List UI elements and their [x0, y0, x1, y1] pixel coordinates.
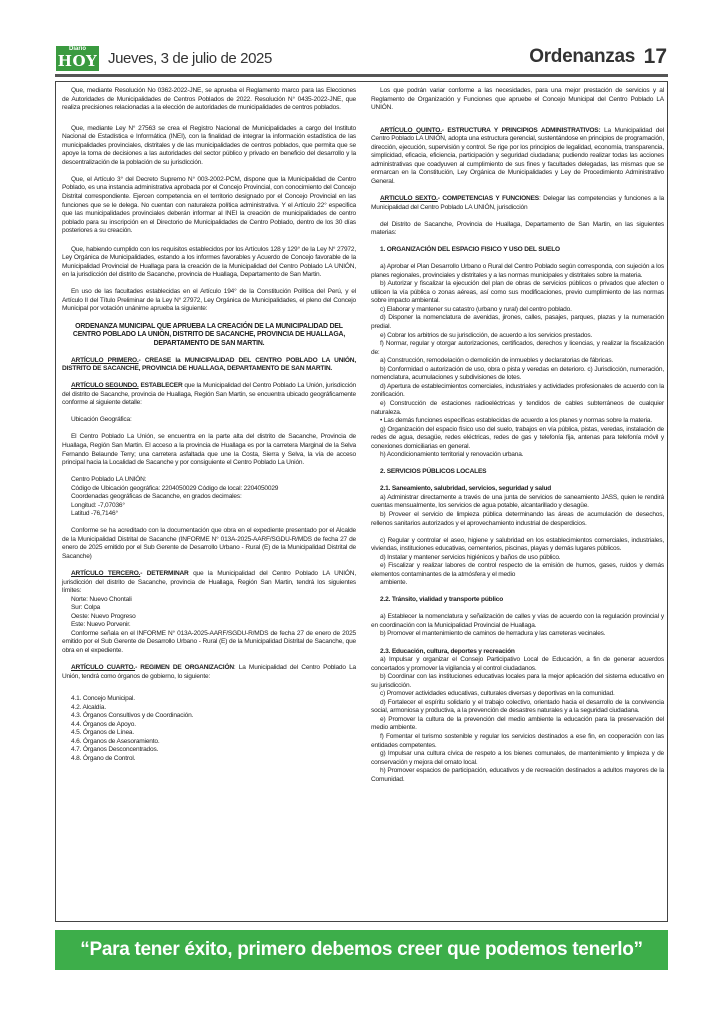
list-item: g) Impulsar una cultura cívica de respeto a los bienes comunales, de mantenimiento y limpieza y de conservación y mejora del ornato local. — [371, 750, 664, 766]
paragraph: Que, mediante Resolución No 0362-2022-JNE, se aprueba el Reglamento marco para las Elecciones de Autoridades de Municipalidades de Centros Poblados de 2022. Resolución N° 0435-2022-JNE, que realiza precisiones relacionadas a la elección de autoridades de municipalidades de centros poblados. — [62, 87, 356, 112]
list-item: • Las demás funciones específicas establecidas de acuerdo a los planes y normas sobre la materia. — [380, 417, 652, 425]
article-text: La Municipalidad del Centro Poblado LA UNIÓN, adopta una estructura gerencial, sustentándose en principios de programación, dirección, ejecución, supervisión y control. Se rige por los principios de legalidad, economía, transparencia, simplicidad, eficacia, eficiencia, participación y seguridad ciudadana; pudiendo realizar todas las acciones administrativas que coadyuven al cumplimiento de sus fines y facultades delegadas, las mismas que se enmarcan en la Constitución, Ley Orgánica de Municipalidades y Ley de Procedimiento Administrativo General. — [371, 126, 664, 185]
geo-line: Latitud -76,7146° — [71, 510, 118, 518]
list-item: h) Acondicionamiento territorial y renovación urbana. — [380, 451, 524, 459]
list-item: b) Autorizar y fiscalizar la ejecución del plan de obras de servicios públicos o privados que afecten o utilicen la vía pública o zonas aéreas, así como sus modificaciones, previo cumplimiento de las normas sobre impacto ambiental. — [371, 280, 664, 305]
ordinance-title: ORDENANZA MUNICIPAL QUE APRUEBA LA CREACIÓN DE LA MUNICIPALIDAD DEL CENTRO POBLADO LA UNIÓN, DISTRITO DE SACANCHE, PROVINCIA DE HUALLAGA, DEPARTAMENTO DE SAN MARTIN. — [72, 322, 346, 347]
organ-item: 4.8. Órgano de Control. — [71, 754, 136, 762]
organ-item: 4.3. Órganos Consultivos y de Coordinación. — [71, 712, 194, 720]
article-1 — [62, 357, 356, 374]
paragraph: Que, mediante Ley N° 27563 se crea el Registro Nacional de Municipalidades a cargo del Instituto Nacional de Estadística e Informática (INEI), con la finalidad de integrar la información estadística de las municipalidades provinciales, distritales y de las municipalidades de centros poblados, que permita que se apoye la toma de decisiones a las autoridades del sector público y privado en beneficio del desarrollo y la descentralización de la población de su jurisdicción. — [62, 124, 356, 166]
geo-line: Coordenadas geográficas de Sacanche, en grados decimales: — [71, 493, 242, 501]
limit-line: Este: Nuevo Porvenir. — [71, 621, 131, 629]
list-item: a) Impulsar y organizar el Consejo Participativo Local de Educación, a fin de generar acuerdos concertados y promover la vigilancia y el control ciudadanos. — [371, 656, 664, 672]
paragraph: Conforme señala en el INFORME N° 013A-2025-AARF/SGDU-R/MDS de fecha 27 de enero de 2025 emitido por el Sub Gerente de Desarrollo Urbano - Rural (E) de la Municipalidad Distrital de Sacanche, que obra en el expediente. — [62, 629, 356, 654]
article-text: que la Municipalidad del Centro Poblado La Unión, jurisdicción del distrito de Sacanche, provincia de Huallaga, Región San Martin, se encuentra ubicado geográficamente conforme al siguiente detalle: — [62, 382, 356, 407]
limit-line: Oeste: Nuevo Progreso — [71, 612, 136, 620]
organ-item: 4.4. Órganos de Apoyo. — [71, 720, 136, 728]
paragraph: En uso de las facultades establecidas en el Artículo 194° de la Constitución Política del Perú, y el Artículo II del Título Preliminar de la Ley N° 27972, Ley Orgánica de Municipalidades, el pleno del Concejo Municipal por votación unánime aprueba la siguiente: — [62, 288, 356, 313]
article-6 — [371, 195, 664, 212]
list-item: a) Administrar directamente a través de una junta de servicios de saneamiento JASS, quien le rendirá cuentas mensualmente, los servicios de agua potable, alcantarillado y desagüe. — [371, 493, 664, 510]
organ-item: 4.1. Concejo Municipal. — [71, 695, 135, 703]
article-label: ARTÍCULO SEGUNDO. — [71, 382, 139, 390]
list-item: a) Construcción, remodelación o demolición de inmuebles y declaratorias de fábricas. — [380, 357, 614, 365]
organ-item: 4.7. Órganos Desconcentrados. — [71, 746, 159, 754]
article-text: : Delegar las competencias y funciones a la Municipalidad del Centro Poblado LA UNIÓN, jurisdicción — [371, 194, 664, 211]
geo-line: Centro Poblado LA UNIÓN: — [71, 476, 147, 484]
article-label: ARTÍCULO QUINTO. — [380, 126, 442, 134]
list-item: e) Construcción de estaciones radioeléctricas y tendidos de cables subterráneos de cualquier naturaleza. — [371, 399, 664, 416]
list-item: b) Coordinar con las instituciones educativas locales para la mejor aplicación del sistema educativo en su jurisdicción. — [371, 673, 664, 689]
paragraph: Que, habiendo cumplido con los requisitos establecidos por los Artículos 128 y 129° de la Ley N° 27972, Ley Orgánica de Municipalidades, estando a los informes favorables y Acuerdo de Concejo favorable de la Municipalidad Provincial de Huallaga para la creación de la Municipalidad del Centro Poblado LA UNIÓN, en la jurisdicción del distrito de Sacanche, provincia de Huallaga, Departamento de San Martin. — [62, 245, 356, 279]
list-item: g) Organización del espacio físico uso del suelo, trabajos en vía pública, pistas, veredas, instalación de redes de agua, desagüe, redes eléctricas, redes de gas y telefonía fija, antenas para telefonía móvil y conexiones domiciliarias en general. — [371, 425, 664, 450]
section-heading: 1. ORGANIZACIÓN DEL ESPACIO FISICO Y USO DEL SUELO — [380, 246, 560, 254]
diario-hoy-logo — [56, 46, 99, 71]
quote-banner: “Para tener éxito, primero debemos creer que podemos tenerlo” — [55, 930, 668, 970]
article-text: que la Municipalidad del Centro Poblado LA UNIÓN, jurisdicción del distrito de Sacanche, provincia de Huallaga, Región San Martin, tendrá los siguientes límites: — [62, 570, 356, 595]
subsection-heading: 2.3. Educación, cultura, deportes y recreación — [380, 647, 515, 655]
list-item: c) Promover actividades educativas, culturales diversas y deportivas en la comunidad. — [380, 690, 615, 698]
article-4 — [62, 664, 356, 681]
left-column — [62, 87, 356, 764]
paragraph: El Centro Poblado La Unión, se encuentra en la parte alta del distrito de Sacanche, Provincia de Huallaga, Región San Martin. El acceso a la provincia de Huallaga es por la carretera Marginal de la Selva Fernando Belaunde Terry; una carretera asfaltada que une la Costa, Sierra y Selva, la vía de acceso principal hacia la Localidad de Sacanche y por consiguiente el Centro Poblado La Unión. — [62, 433, 356, 467]
article-label: ARTÍCULO PRIMERO. — [71, 356, 139, 364]
limit-line: Norte: Nuevo Chontali — [71, 595, 132, 603]
article-label: ARTÍCULO CUARTO. — [71, 664, 136, 672]
list-item: ambiente. — [380, 579, 408, 587]
article-verb: - REGIMEN DE ORGANIZACIÓN — [135, 664, 234, 672]
paragraph: del Distrito de Sacanche, Provincia de Huallaga, Departamento de San Martin, en las siguientes materias: — [371, 220, 664, 237]
organ-item: 4.2. Alcaldía. — [71, 703, 106, 711]
article-label: ARTÍCULO TERCERO. — [71, 570, 141, 578]
list-item: c) Regular y controlar el aseo, higiene y salubridad en los establecimientos comerciales, industriales, viviendas, instituciones educativas, cementerios, piscinas, playas y demás lugares públicos. — [371, 536, 664, 553]
page-number: 17 — [643, 45, 667, 68]
list-item: d) Disponer la nomenclatura de avenidas, jirones, calles, pasajes, parques, plazas y la numeración predial. — [371, 314, 664, 331]
geo-line: Código de Ubicación geográfica: 2204050029 Código de local: 2204050029 — [71, 484, 279, 492]
article-label: ARTICULO SEXTO. — [380, 194, 438, 202]
organ-item: 4.5. Órganos de Línea. — [71, 729, 135, 737]
logo-top-text: Diario — [68, 46, 86, 52]
organ-item: 4.6. Órganos de Asesoramiento. — [71, 737, 160, 745]
article-verb: - DETERMINAR — [140, 570, 189, 578]
right-column — [371, 87, 664, 784]
list-item: e) Fiscalizar y realizar labores de control respecto de la emisión de humos, gases, ruidos y demás elementos contaminantes de la atmósfera y el medio — [371, 562, 664, 578]
paragraph: Que, el Artículo 3° del Decreto Supremo N° 003-2002-PCM, dispone que la Municipalidad de Centro Poblado, es una instancia administrativa aprobada por el Concejo Provincial, con conocimiento del Concejo Distrital correspondiente. Ejercen competencia en el territorio designado por el Concejo Provincial en las funciones que se le delega. No cuentan con naturaleza política administrativa. Y el Artículo 22° especifica que las municipalidades provinciales deberán informar al INEI la creación de municipalidades de centro poblado para su inscripción en el Directorio de Municipalidades de Centro Poblado, dentro de los 30 días posteriores a su creación. — [62, 175, 356, 235]
article-verb: - COMPETENCIAS Y FUNCIONES — [437, 194, 539, 202]
issue-date: Jueves, 3 de julio de 2025 — [108, 50, 272, 67]
paragraph: Los que podrán variar conforme a las necesidades, para una mejor prestación de servicios y al Reglamento de Organización y Funciones que apruebe el Concejo Municipal del Centro Poblado LA UNIÓN. — [371, 87, 664, 112]
article-verb: ESTABLECER — [138, 382, 183, 390]
geo-line: Longitud: -7,07036° — [71, 501, 125, 509]
article-2 — [62, 382, 356, 408]
list-item: b) Conformidad o autorización de uso, obra o pista y veredas en deterioro. c) Jurisdicción, numeración, nomenclatura, acumulaciones y subdivisiones de lotes. — [371, 365, 664, 382]
list-item: b) Promover el mantenimiento de caminos de herradura y las carreteras vecinales. — [380, 630, 606, 638]
section-title: Ordenanzas — [529, 46, 635, 67]
logo-main-text: HOY — [57, 52, 98, 70]
list-item: a) Aprobar el Plan Desarrollo Urbano o Rural del Centro Poblado según corresponda, con sujeción a los planes regionales, provinciales y distritales y a las normas municipales y distritales sobre la materia. — [371, 263, 664, 279]
paragraph: Conforme se ha acreditado con la documentación que obra en el expediente presentado por el Alcalde de la Municipalidad Distrital de Sacanche (INFORME N° 013A-2025-AARF/SGDU-R/MDS de fecha 27 de enero de 2025 emitido por el Sub Gerente de Desarrollo Urbano - Rural (E) de la Municipalidad Distrital de Sacanche) — [62, 527, 356, 561]
article-5 — [371, 127, 664, 187]
list-item: d) Apertura de establecimientos comerciales, industriales y actividades profesionales de acuerdo con la zonificación. — [371, 382, 664, 399]
list-item: h) Promover espacios de participación, educativos y de recreación destinados a adultos mayores de la Comunidad. — [371, 767, 664, 783]
list-item: f) Normar, regular y otorgar autorizaciones, certificados, derechos y licencias, y realizar la fiscalización de: — [371, 340, 664, 356]
paragraph: Ubicación Geográfica: — [71, 416, 132, 424]
list-item: a) Establecer la nomenclatura y señalización de calles y vías de acuerdo con la regulación provincial y en coordinación con la Municipalidad Provincial de Huallaga. — [371, 613, 664, 629]
list-item: e) Cobrar los arbitrios de su jurisdicción, de acuerdo a los servicios prestados. — [380, 331, 593, 339]
list-item: f) Fomentar el turismo sostenible y regular los servicios destinados a ese fin, en cooperación con las entidades competentes. — [371, 733, 664, 749]
list-item: d) Fortalecer el espíritu solidario y el trabajo colectivo, orientado hacia el desarrollo de la convivencia social, armoniosa y productiva, a la prevención de desastres naturales y a la seguridad ciudadana. — [371, 698, 664, 715]
article-verb: - ESTRUCTURA Y PRINCIPIOS ADMINISTRATIVOS: — [441, 126, 601, 134]
ordinance-box — [55, 81, 668, 922]
header-divider — [55, 74, 668, 77]
subsection-heading: 2.2. Tránsito, vialidad y transporte público — [380, 596, 504, 604]
list-item: c) Elaborar y mantener su catastro (urbano y rural) del centro poblado. — [380, 305, 572, 313]
article-text: - CREASE la MUNICIPALIDAD DEL CENTRO POBLADO LA UNIÓN, DISTRITO DE SACANCHE, PROVINCIA DE HUALLAGA, DEPARTAMENTO DE SAN MARTIN. — [62, 356, 356, 373]
article-3 — [62, 570, 356, 596]
subsection-heading: 2.1. Saneamiento, salubridad, servicios, seguridad y salud — [380, 485, 552, 493]
list-item: e) Promover la cultura de la prevención del medio ambiente la educación para la preservación del medio ambiente. — [371, 715, 664, 732]
section-heading: 2. SERVICIOS PÚBLICOS LOCALES — [380, 468, 487, 476]
limit-line: Sur: Colpa — [71, 604, 101, 612]
list-item: b) Proveer el servicio de limpieza pública determinando las áreas de acumulación de desechos, rellenos sanitarios autorizados y el aprovechamiento industrial de desperdicios. — [371, 510, 664, 527]
list-item: d) Instalar y mantener servicios higiénicos y baños de uso público. — [380, 553, 561, 561]
article-text: : La Municipalidad del Centro Poblado La Unión, tendrá como órganos de gobierno, lo siguiente: — [62, 664, 356, 680]
